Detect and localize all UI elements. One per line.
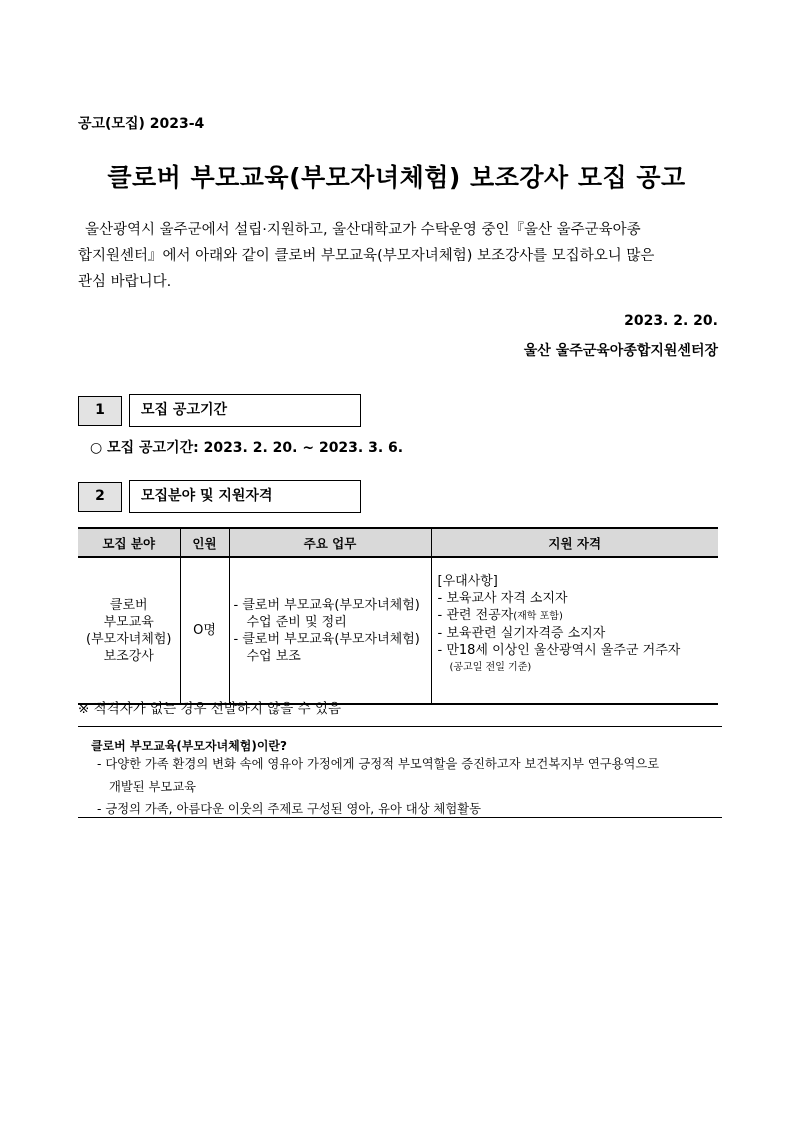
- header-qualification: 지원 자격: [431, 528, 718, 557]
- recruitment-table: [78, 527, 718, 705]
- field-line: (부모자녀체험): [86, 631, 172, 647]
- intro-line: 울산광역시 울주군에서 설립·지원하고, 울산대학교가 수탁운영 중인『울산 울주군육아종: [85, 222, 641, 238]
- qualification-residence-note: (공고일 전일 기준): [449, 662, 532, 673]
- issue-date: 2023. 2. 20.: [624, 313, 718, 329]
- info-line: - 긍정의 가족, 아름다운 이웃의 주제로 구성된 영아, 유아 대상 체험활동: [97, 802, 481, 816]
- qualification-line: - 만18세 이상인 울산광역시 울주군 거주자: [437, 643, 681, 658]
- recruitment-period: ○ 모집 공고기간: 2023. 2. 20. ~ 2023. 3. 6.: [90, 440, 404, 456]
- intro-line: 합지원센터』에서 아래와 같이 클로버 부모교육(부모자녀체험) 보조강사를 모집하오니 많은: [78, 248, 655, 264]
- notice-number: 공고(모집) 2023-4: [78, 116, 205, 132]
- qualification-cell: [431, 557, 718, 704]
- field-line: 부모교육: [103, 614, 154, 630]
- intro-paragraph: [78, 217, 720, 295]
- qualification-heading: [우대사항]: [437, 574, 498, 589]
- field-line: 클로버: [109, 597, 148, 613]
- intro-line: 관심 바랍니다.: [78, 274, 172, 290]
- section-1-number: 1: [78, 396, 122, 426]
- header-count: 인원: [180, 528, 229, 557]
- field-cell: [78, 557, 180, 704]
- info-line: 개발된 부모교육: [109, 780, 197, 794]
- duties-cell: [229, 557, 431, 704]
- header-field: 모집 분야: [78, 528, 180, 557]
- table-header-row: [78, 528, 718, 557]
- qualification-major: - 관련 전공자: [437, 608, 514, 623]
- field-line: 보조강사: [103, 648, 154, 664]
- duty-line: - 클로버 부모교육(부모자녀체험): [233, 631, 420, 647]
- qualification-line: - 보육관련 실기자격증 소지자: [437, 626, 606, 641]
- duty-line: - 클로버 부모교육(부모자녀체험): [233, 597, 420, 613]
- section-1-title: 모집 공고기간: [129, 394, 361, 427]
- qualification-major-note: (재학 포함): [513, 611, 563, 622]
- duty-line: 수업 준비 및 정리: [246, 614, 347, 630]
- info-heading: 클로버 부모교육(부모자녀체험)이란?: [91, 739, 287, 753]
- qualification-line: - 보육교사 자격 소지자: [437, 591, 568, 606]
- issuer-name: 울산 울주군육아종합지원센터장: [523, 343, 718, 359]
- header-duties: 주요 업무: [229, 528, 431, 557]
- selection-note: ※ 적격자가 없는 경우 선발하지 않을 수 있음: [78, 701, 342, 717]
- duty-line: 수업 보조: [246, 648, 301, 664]
- table-row: [78, 557, 718, 704]
- qualification-line: [438, 607, 719, 625]
- count-cell: O명: [180, 557, 229, 704]
- info-line: - 다양한 가족 환경의 변화 속에 영유아 가정에게 긍정적 부모역할을 증진하고자 보건복지부 연구용역으로: [97, 757, 660, 771]
- document-title: 클로버 부모교육(부모자녀체험) 보조강사 모집 공고: [107, 163, 686, 192]
- section-2-title: 모집분야 및 지원자격: [129, 480, 361, 513]
- section-2-number: 2: [78, 482, 122, 512]
